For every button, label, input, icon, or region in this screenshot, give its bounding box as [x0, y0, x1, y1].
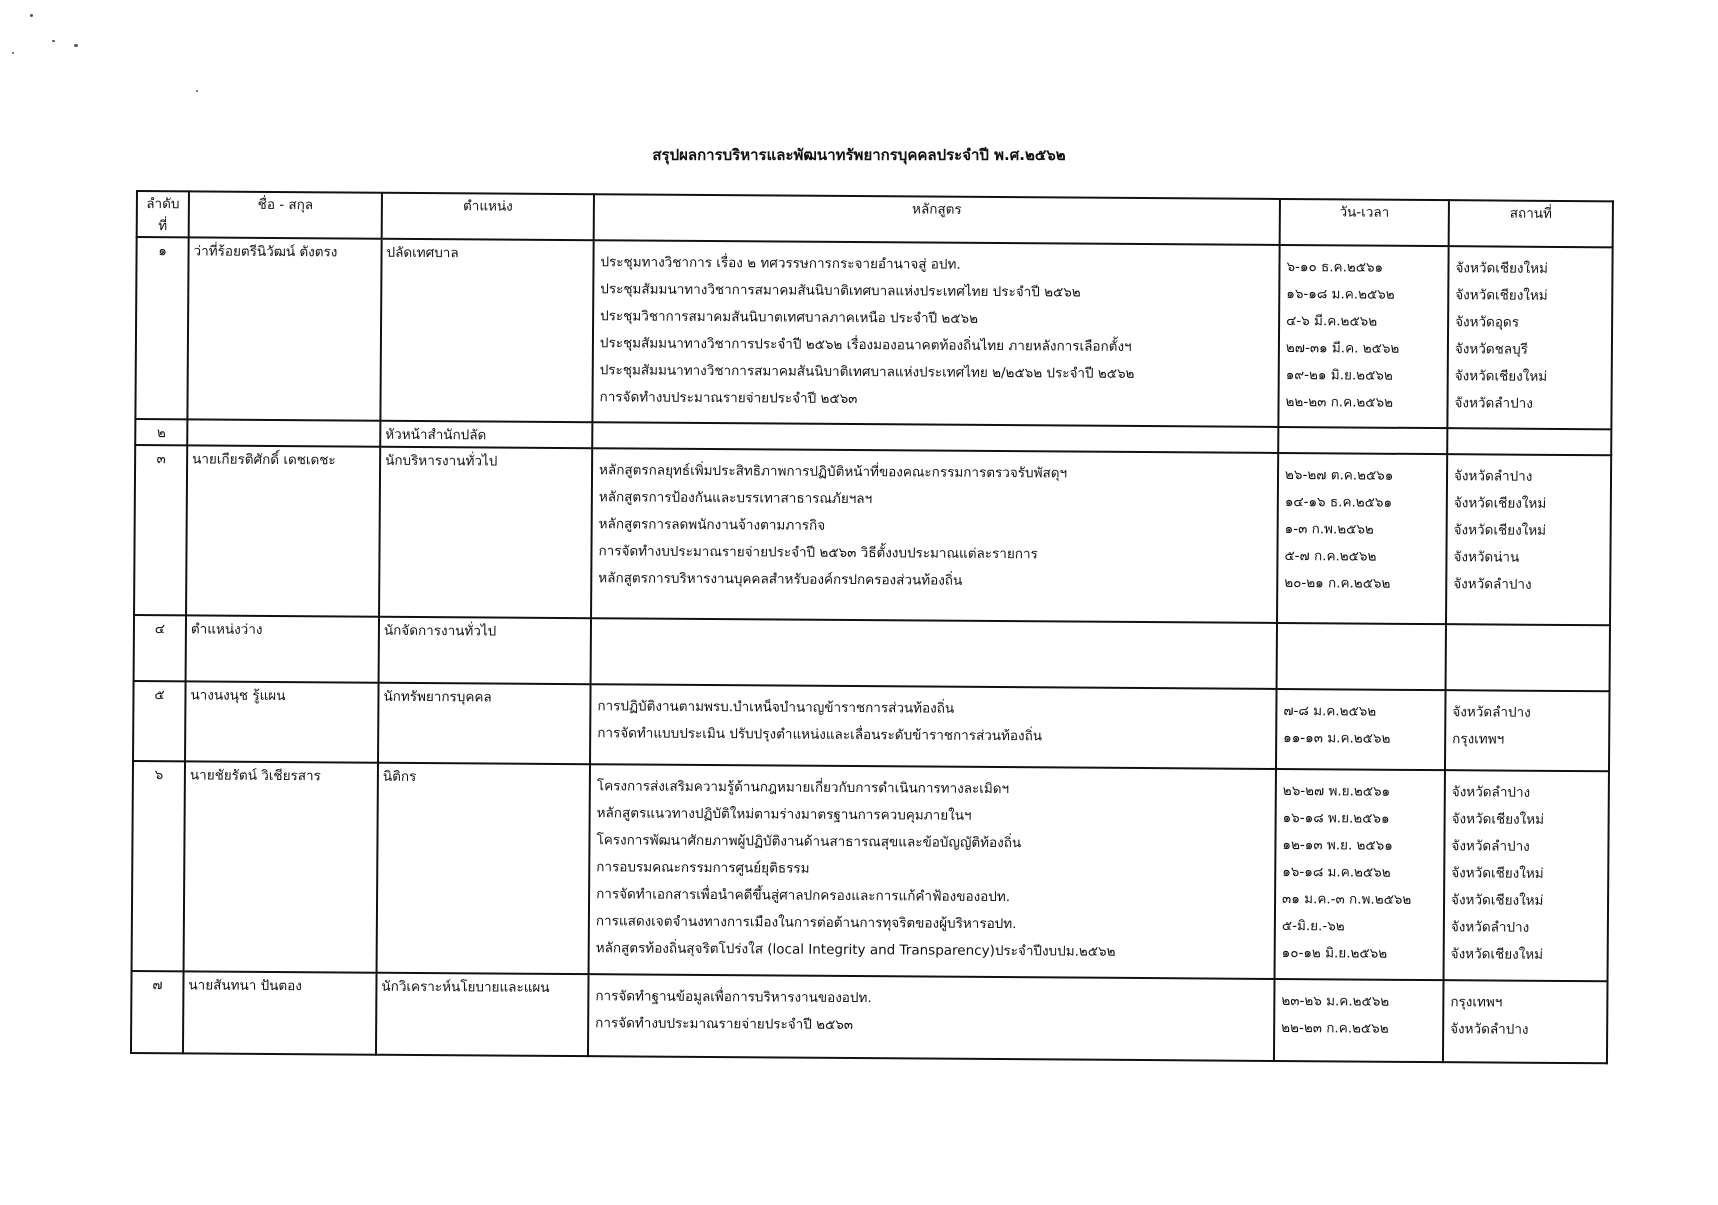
course-item: การจัดทำเอกสารเพื่อนำคดีขึ้นสู่ศาลปกครองและการแก้คำฟ้องของอปท.: [596, 886, 1011, 906]
date-item: ๒๖-๒๗ พ.ย.๒๕๖๑: [1282, 783, 1391, 800]
date-item: ๒๗-๓๑ มี.ค. ๒๕๖๒: [1285, 340, 1400, 357]
date-item: ๕-มิ.ย.-๖๒: [1281, 918, 1345, 935]
place-item: จังหวัดเชียงใหม่: [1453, 495, 1547, 512]
date-item: ๖-๑๐ ธ.ค.๒๕๖๑: [1286, 259, 1384, 276]
date-item: ๑๒-๑๓ พ.ย. ๒๕๖๑: [1282, 837, 1393, 854]
person-position: นักทรัพยากรบุคคล: [378, 683, 591, 764]
header-course: หลักสูตร: [594, 194, 1280, 245]
date-item: ๔-๖ มี.ค.๒๕๖๒: [1286, 313, 1378, 330]
place-item: จังหวัดเชียงใหม่: [1454, 368, 1548, 385]
place-list: [1444, 770, 1609, 981]
place-item: จังหวัดลำปาง: [1450, 919, 1530, 936]
person-name: ตำแหน่งว่าง: [186, 615, 379, 682]
table-row: [134, 615, 1610, 691]
course-item: ประชุมสัมมนาทางวิชาการสมาคมสันนิบาติเทศบาลแห่งประเทศไทย ประจำปี ๒๕๖๒: [600, 281, 1081, 301]
course-item: หลักสูตรการบริหารงานบุคคลสำหรับองค์กรปกครองส่วนท้องถิ่น: [598, 570, 963, 589]
table-row: [134, 445, 1611, 625]
person-name: นายสันทนา ปันตอง: [183, 971, 377, 1054]
course-item: การจัดทำงบประมาณรายจ่ายประจำปี ๒๕๖๓: [595, 1015, 854, 1034]
course-item: หลักสูตรการลดพนักงานจ้างตามภารกิจ: [598, 516, 826, 534]
row-number: ๑: [135, 237, 188, 419]
course-list: [591, 448, 1278, 623]
row-number: ๔: [134, 615, 186, 681]
course-list: [588, 974, 1275, 1061]
date-item: ๑๖-๑๘ พ.ย.๒๕๖๑: [1282, 810, 1390, 827]
place-list: [1446, 454, 1611, 625]
place-item: จังหวัดลำปาง: [1450, 1021, 1529, 1038]
header-place: สถานที่: [1449, 200, 1613, 247]
person-name: นายเกียรติศักดิ์ เดชเดชะ: [186, 445, 380, 616]
course-item: ประชุมสัมมนาทางวิชาการสมาคมสันนิบาติเทศบาลแห่งประเทศไทย ๒/๒๕๖๒ ประจำปี ๒๕๖๒: [599, 362, 1135, 382]
place-item: จังหวัดลำปาง: [1453, 468, 1533, 485]
place-list: [1447, 428, 1611, 455]
place-item: จังหวัดเชียงใหม่: [1451, 865, 1544, 882]
row-number: ๗: [131, 971, 184, 1053]
date-item: ๑๔-๑๖ ธ.ค.๒๕๖๑: [1284, 494, 1393, 511]
course-list: [590, 684, 1277, 769]
course-list: [589, 764, 1276, 979]
date-item: ๒๐-๒๑ ก.ค.๒๕๖๒: [1284, 575, 1391, 592]
place-item: จังหวัดเชียงใหม่: [1450, 946, 1544, 963]
course-item: ประชุมวิชาการสมาคมสันนิบาตเทศบาลภาคเหนือ ประจำปี ๒๕๖๒: [600, 308, 979, 327]
table-row: [131, 971, 1608, 1063]
date-item: ๑-๓ ก.พ.๒๕๖๒: [1284, 521, 1374, 538]
date-list: [1276, 689, 1446, 770]
scan-speck: [52, 40, 55, 42]
place-item: จังหวัดเชียงใหม่: [1453, 522, 1547, 539]
table-row: [133, 681, 1610, 771]
place-item: จังหวัดลำปาง: [1454, 395, 1533, 412]
course-item: โครงการส่งเสริมความรู้ด้านกฎหมายเกี่ยวกับการดำเนินการทางละเมิดฯ: [596, 778, 1010, 798]
course-item: การปฏิบัติงานตามพรบ.บำเหน็จบำนาญข้าราชการส่วนท้องถิ่น: [597, 698, 955, 717]
training-summary-table: [130, 190, 1614, 1064]
date-list: [1278, 427, 1447, 454]
date-list: [1277, 453, 1447, 624]
course-item: ประชุมสัมมนาทางวิชาการประจำปี ๒๕๖๒ เรื่องมองอนาคตท้องถิ่นไทย ภายหลังการเลือกตั้งฯ: [599, 335, 1132, 355]
date-item: ๒๖-๒๗ ต.ค.๒๕๖๑: [1284, 467, 1394, 484]
date-list: [1277, 623, 1446, 690]
place-item: จังหวัดอุดร: [1455, 314, 1520, 331]
date-item: ๑๖-๑๘ ม.ค.๒๕๖๒: [1286, 286, 1395, 303]
person-position: นักวิเคราะห์นโยบายและแผน: [376, 973, 589, 1056]
date-list: [1275, 769, 1445, 980]
date-item: ๑๙-๒๑ มิ.ย.๒๕๖๒: [1285, 367, 1393, 384]
scan-speck: [12, 52, 14, 54]
course-item: การแสดงเจตจำนงทางการเมืองในการต่อต้านการทุจริตของผู้บริหารอปท.: [595, 913, 1017, 933]
person-name: นายชัยรัตน์ วิเชียรสาร: [184, 761, 378, 972]
place-list: [1447, 246, 1612, 429]
date-list: [1274, 979, 1444, 1062]
course-item: การจัดทำฐานข้อมูลเพื่อการบริหารงานของอปท.: [595, 988, 872, 1007]
person-position: นิติกร: [377, 763, 590, 974]
date-item: ๗-๘ ม.ค.๒๕๖๒: [1283, 703, 1377, 720]
date-item: ๑๖-๑๘ ม.ค.๒๕๖๒: [1282, 864, 1391, 881]
person-position: หัวหน้าสำนักปลัด: [380, 421, 592, 448]
course-item: การจัดทำงบประมาณรายจ่ายประจำปี ๒๕๖๓ วิธีตั้งงบประมาณแต่ละรายการ: [598, 543, 1038, 563]
person-position: นักบริหารงานทั่วไป: [379, 447, 592, 618]
course-item: การจัดทำงบประมาณรายจ่ายประจำปี ๒๕๖๓: [599, 389, 858, 408]
course-item: โครงการพัฒนาศักยภาพผู้ปฏิบัติงานด้านสาธารณสุขและข้อบัญญัติท้องถิ่น: [596, 832, 1022, 852]
header-name: ชื่อ - สกุล: [189, 191, 382, 238]
course-item: การจัดทำแบบประเมิน ปรับปรุงตำแหน่งและเลื่อนระดับข้าราชการส่วนท้องถิ่น: [597, 725, 1043, 745]
table-row: [135, 237, 1612, 429]
row-number: ๕: [133, 681, 186, 761]
course-item: หลักสูตรกลยุทธ์เพิ่มประสิทธิภาพการปฏิบัติหน้าที่ของคณะกรรมการตรวจรับพัสดุฯ: [598, 462, 1068, 482]
course-list: [592, 240, 1279, 427]
place-item: จังหวัดลำปาง: [1452, 704, 1531, 721]
place-item: จังหวัดเชียงใหม่: [1455, 260, 1548, 277]
row-number: ๖: [132, 761, 185, 971]
date-item: ๒๓-๒๖ ม.ค.๒๕๖๒: [1281, 993, 1390, 1010]
place-item: กรุงเทพฯ: [1450, 994, 1503, 1011]
place-item: กรุงเทพฯ: [1452, 731, 1505, 748]
place-item: จังหวัดเชียงใหม่: [1451, 892, 1544, 909]
scan-speck: [74, 44, 78, 47]
table-body: [131, 237, 1613, 1063]
date-item: ๑๑-๑๓ ม.ค.๒๕๖๒: [1283, 730, 1391, 747]
date-item: ๒๒-๒๓ ก.ค.๒๕๖๒: [1285, 394, 1394, 411]
place-item: จังหวัดน่าน: [1453, 549, 1520, 566]
course-item: การอบรมคณะกรรมการศูนย์ยุติธรรม: [596, 859, 810, 877]
scan-speck: [30, 14, 33, 17]
table-row: [132, 761, 1609, 981]
date-item: ๑๐-๑๒ มิ.ย.๒๕๖๒: [1281, 945, 1388, 962]
person-name: นางนงนุช รู้แผน: [185, 681, 379, 762]
date-item: ๓๑ ม.ค.-๓ ก.พ.๒๕๖๒: [1282, 891, 1412, 908]
person-name: ว่าที่ร้อยตรีนิวัฒน์ ตังตรง: [187, 237, 381, 420]
person-position: ปลัดเทศบาล: [380, 239, 593, 422]
place-list: [1443, 980, 1608, 1063]
course-item: หลักสูตรการป้องกันและบรรเทาสาธารณภัยฯลฯ: [598, 489, 873, 508]
header-no: ลำดับที่: [137, 191, 189, 237]
person-name: [187, 419, 380, 446]
date-item: ๒๒-๒๓ ก.ค.๒๕๖๒: [1281, 1020, 1389, 1037]
header-date: วัน-เวลา: [1280, 199, 1449, 246]
date-list: [1278, 245, 1448, 428]
row-number: ๒: [135, 419, 187, 445]
document-title: สรุปผลการบริหารและพัฒนาทรัพยากรบุคคลประจำปี พ.ศ.๒๕๖๒: [652, 146, 1066, 164]
course-list: [591, 618, 1277, 689]
place-item: จังหวัดเชียงใหม่: [1451, 811, 1545, 828]
course-item: หลักสูตรท้องถิ่นสุจริตโปร่งใส (local Integrity and Transparency)ประจำปีงบปม.๒๕๖๒: [595, 940, 1116, 960]
place-item: จังหวัดลำปาง: [1451, 784, 1531, 801]
person-position: นักจัดการงานทั่วไป: [379, 617, 591, 684]
place-list: [1445, 690, 1610, 771]
date-item: ๕-๗ ก.ค.๒๕๖๒: [1284, 548, 1377, 565]
place-list: [1446, 624, 1610, 691]
place-item: จังหวัดลำปาง: [1451, 838, 1530, 855]
header-position: ตำแหน่ง: [382, 193, 594, 240]
place-item: จังหวัดชลบุรี: [1454, 341, 1528, 358]
place-item: จังหวัดลำปาง: [1453, 576, 1532, 593]
row-number: ๓: [134, 445, 187, 615]
place-item: จังหวัดเชียงใหม่: [1455, 287, 1548, 304]
course-item: หลักสูตรแนวทางปฏิบัติใหม่ตามร่างมาตรฐานการควบคุมภายในฯ: [596, 805, 972, 824]
scan-speck: [196, 90, 198, 92]
course-item: ประชุมทางวิชาการ เรื่อง ๒ ทศวรรษการกระจายอำนาจสู่ อปท.: [600, 254, 961, 273]
